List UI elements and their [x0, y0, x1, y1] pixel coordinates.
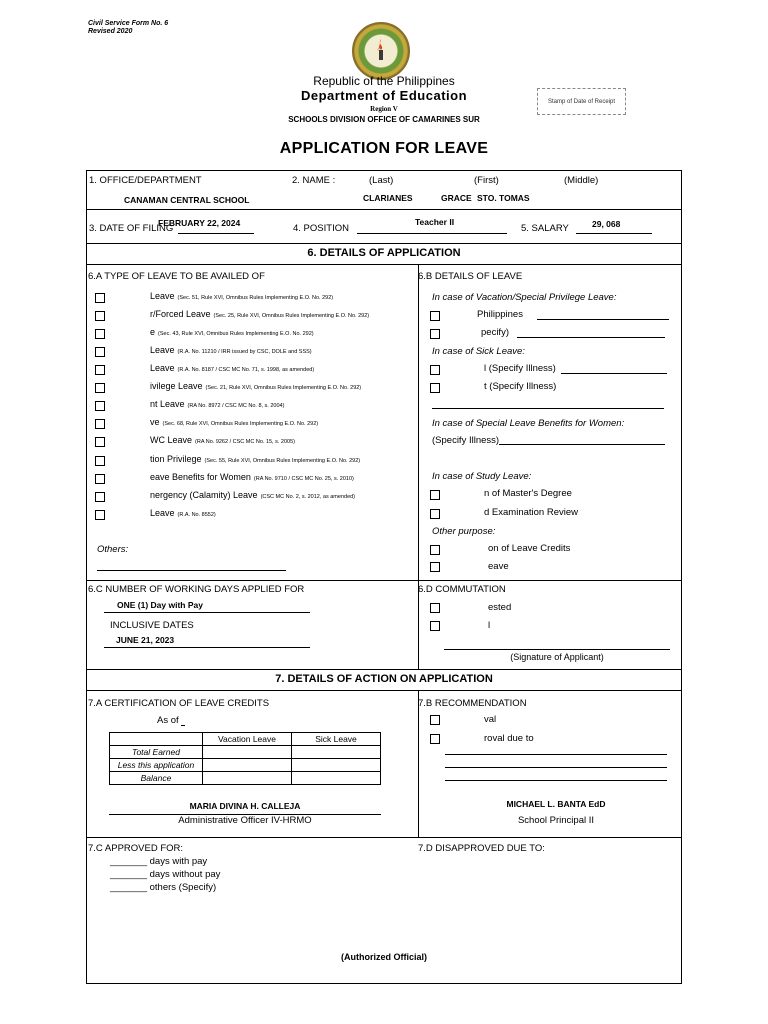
- section-7c-title: 7.C APPROVED FOR:: [88, 843, 184, 854]
- leave-type-reference: (CSC MC No. 2, s. 2012, as amended): [260, 494, 356, 500]
- leave-type-item: [150, 417, 318, 427]
- leave-type-item: [150, 472, 354, 482]
- terminal-leave-label: eave: [488, 561, 509, 572]
- leave-type-label: tion Privilege: [150, 454, 202, 464]
- section-6d-title: 6.D COMMUTATION: [418, 584, 506, 595]
- stamp-receipt-label: Stamp of Date of Receipt: [547, 98, 616, 105]
- within-philippines-label: Philippines: [477, 309, 523, 320]
- leave-type-item: [150, 345, 312, 355]
- monetization-checkbox[interactable]: [430, 545, 440, 555]
- inclusive-dates-label: INCLUSIVE DATES: [110, 620, 194, 631]
- leave-type-item: [150, 490, 355, 500]
- torch-icon: [372, 38, 390, 62]
- sick-heading: In case of Sick Leave:: [432, 346, 525, 357]
- underline: [517, 337, 665, 338]
- leave-type-label: WC Leave: [150, 435, 193, 445]
- office-value[interactable]: CANAMAN CENTRAL SCHOOL: [124, 195, 250, 205]
- underline: [576, 233, 652, 234]
- for-disapproval-label: roval due to: [484, 733, 534, 744]
- salary-value[interactable]: 29, 068: [592, 219, 621, 229]
- leave-type-label: Leave: [150, 291, 175, 301]
- leave-type-label: e: [150, 327, 156, 337]
- leave-type-label: ivilege Leave: [150, 381, 203, 391]
- position-value[interactable]: Teacher II: [415, 217, 455, 227]
- section-6-title: 6. DETAILS OF APPLICATION: [307, 247, 461, 259]
- leave-type-reference: (Sec. 43, Rule XVI, Omnibus Rules Implementing E.O. No. 292): [158, 331, 314, 337]
- form-number: Civil Service Form No. 6: [88, 20, 169, 27]
- divider: [86, 580, 682, 581]
- leave-type-item: [150, 454, 360, 464]
- divider: [86, 264, 682, 265]
- underline: [104, 612, 310, 613]
- filing-date-label: 3. DATE OF FILING: [89, 223, 174, 234]
- leave-type-label: Leave: [150, 363, 175, 373]
- table-cell[interactable]: [203, 759, 292, 772]
- salary-label: 5. SALARY: [521, 223, 569, 234]
- others-label: Others:: [97, 544, 129, 555]
- underline: [537, 319, 669, 320]
- masters-checkbox[interactable]: [430, 490, 440, 500]
- as-of-label: As of: [157, 715, 179, 726]
- reason-line: [445, 754, 667, 755]
- leave-type-reference: (Sec. 51, Rule XVI, Omnibus Rules Implementing E.O. No. 292): [177, 295, 334, 301]
- leave-type-label: Leave: [150, 345, 175, 355]
- leave-type-item: [150, 291, 333, 301]
- leave-type-reference: (Sec. 68, Rule XVI, Omnibus Rules Implementing E.O. No. 292): [162, 421, 319, 427]
- leave-type-reference: (R.A. No. 11210 / IRR issued by CSC, DOLE and SSS): [177, 349, 312, 355]
- sick-leave-header: Sick Leave: [292, 733, 381, 746]
- underline: [178, 233, 254, 234]
- out-patient-label: t (Specify Illness): [484, 381, 557, 392]
- first-name-value[interactable]: GRACE: [441, 193, 472, 203]
- last-name-value[interactable]: CLARIANES: [363, 193, 413, 203]
- form-title: APPLICATION FOR LEAVE: [279, 140, 489, 157]
- section-6b-title: 6.B DETAILS OF LEAVE: [418, 271, 523, 282]
- requested-label: ested: [488, 602, 512, 613]
- section-6c-title: 6.C NUMBER OF WORKING DAYS APPLIED FOR: [88, 584, 305, 595]
- leave-type-checkbox[interactable]: [95, 492, 105, 502]
- middle-name-label: (Middle): [564, 175, 599, 186]
- table-cell[interactable]: [292, 772, 381, 785]
- vacation-leave-header: Vacation Leave: [203, 733, 292, 746]
- leave-type-checkbox[interactable]: [95, 383, 105, 393]
- republic-line: Republic of the Philippines: [313, 74, 455, 88]
- leave-type-reference: (R.A. No. 8187 / CSC MC No. 71, s. 1998, as amended): [177, 367, 315, 373]
- leave-type-label: r/Forced Leave: [150, 309, 211, 319]
- in-hospital-label: l (Specify Illness): [484, 363, 556, 374]
- row-label: Less this application: [110, 759, 203, 772]
- leave-type-checkbox[interactable]: [95, 365, 105, 375]
- women-illness-label: (Specify Illness): [432, 435, 500, 446]
- section-6a-title: 6.A TYPE OF LEAVE TO BE AVAILED OF: [88, 271, 265, 282]
- within-philippines-checkbox[interactable]: [430, 311, 440, 321]
- leave-type-item: [150, 381, 361, 391]
- bar-review-label: d Examination Review: [484, 507, 578, 518]
- leave-type-checkbox[interactable]: [95, 510, 105, 520]
- leave-type-checkbox[interactable]: [95, 347, 105, 357]
- leave-type-label: Leave: [150, 508, 175, 518]
- table-cell[interactable]: [203, 772, 292, 785]
- terminal-leave-checkbox[interactable]: [430, 562, 440, 572]
- abroad-label: pecify): [481, 327, 509, 338]
- leave-type-reference: (Sec. 55, Rule XVI, Omnibus Rules Implementing E.O. No. 292): [204, 458, 361, 464]
- recommender-title: School Principal II: [517, 815, 595, 826]
- leave-type-reference: (Sec. 21, Rule XVI, Omnibus Rules Implementing E.O. No. 292): [205, 385, 362, 391]
- leave-type-item: [150, 508, 216, 518]
- office-label: 1. OFFICE/DEPARTMENT: [89, 175, 202, 186]
- leave-type-reference: (R.A. No. 8552): [177, 512, 216, 518]
- table-cell[interactable]: [292, 759, 381, 772]
- signature-line: [444, 649, 670, 650]
- underline: [432, 408, 664, 409]
- certifier-name: MARIA DIVINA H. CALLEJA: [189, 801, 301, 811]
- for-approval-checkbox[interactable]: [430, 715, 440, 725]
- divider: [86, 690, 682, 691]
- position-label: 4. POSITION: [293, 223, 349, 234]
- bar-review-checkbox[interactable]: [430, 509, 440, 519]
- other-purpose-heading: Other purpose:: [432, 526, 496, 537]
- section-7-title: 7. DETAILS OF ACTION ON APPLICATION: [275, 673, 493, 685]
- table-header-blank: [110, 733, 203, 746]
- divider: [86, 669, 682, 670]
- leave-type-checkbox[interactable]: [95, 456, 105, 466]
- leave-type-label: nt Leave: [150, 399, 185, 409]
- vacation-heading: In case of Vacation/Special Privilege Leave:: [432, 292, 617, 303]
- divider: [86, 209, 682, 210]
- leave-type-item: [150, 327, 314, 337]
- table-row: [110, 772, 381, 785]
- underline: [104, 647, 310, 648]
- leave-type-item: [150, 435, 295, 445]
- leave-type-checkbox[interactable]: [95, 437, 105, 447]
- leave-type-checkbox[interactable]: [95, 293, 105, 303]
- table-row: [110, 746, 381, 759]
- applicant-signature-label: (Signature of Applicant): [510, 652, 604, 662]
- reason-line: [445, 767, 667, 768]
- leave-credits-table: [109, 732, 381, 785]
- leave-type-reference: (RA No. 9710 / CSC MC No. 25, s. 2010): [253, 476, 354, 482]
- leave-type-checkbox[interactable]: [95, 474, 105, 484]
- for-approval-label: val: [484, 714, 497, 725]
- women-heading: In case of Special Leave Benefits for Women:: [432, 418, 625, 429]
- table-cell[interactable]: [292, 746, 381, 759]
- name-label: 2. NAME :: [292, 175, 336, 186]
- study-heading: In case of Study Leave:: [432, 471, 532, 482]
- divider: [86, 837, 682, 838]
- as-of-line: [181, 725, 185, 726]
- leave-type-item: [150, 363, 314, 373]
- last-name-label: (Last): [369, 175, 394, 186]
- masters-label: n of Master's Degree: [484, 488, 572, 499]
- in-hospital-checkbox[interactable]: [430, 365, 440, 375]
- underline: [357, 233, 507, 234]
- region-line: Region V: [370, 105, 398, 113]
- divider: [86, 243, 682, 244]
- middle-name-value[interactable]: STO. TOMAS: [477, 193, 530, 203]
- form-id: [88, 20, 168, 36]
- monetization-label: on of Leave Credits: [488, 543, 571, 554]
- leave-type-checkbox[interactable]: [95, 401, 105, 411]
- row-label: Total Earned: [110, 746, 203, 759]
- inclusive-dates-value[interactable]: JUNE 21, 2023: [116, 635, 175, 645]
- column-divider: [418, 264, 419, 669]
- leave-type-label: ve: [150, 417, 160, 427]
- division-line: SCHOOLS DIVISION OFFICE OF CAMARINES SUR: [288, 115, 480, 124]
- column-divider: [418, 690, 419, 838]
- days-without-pay[interactable]: _______ days without pay: [110, 869, 221, 880]
- stamp-receipt-box: [537, 88, 626, 115]
- underline: [499, 444, 665, 445]
- leave-type-checkbox[interactable]: [95, 329, 105, 339]
- requested-checkbox[interactable]: [430, 603, 440, 613]
- row-label: Balance: [110, 772, 203, 785]
- others-line: [97, 570, 286, 571]
- leave-type-checkbox[interactable]: [95, 419, 105, 429]
- underline: [561, 373, 667, 374]
- table-row: [110, 759, 381, 772]
- out-patient-checkbox[interactable]: [430, 383, 440, 393]
- others-specify[interactable]: _______ others (Specify): [110, 882, 217, 893]
- leave-type-reference: (RA No. 8972 / CSC MC No. 8, s. 2004): [187, 403, 285, 409]
- leave-type-label: eave Benefits for Women: [150, 472, 251, 482]
- not-requested-checkbox[interactable]: [430, 621, 440, 631]
- working-days-value[interactable]: ONE (1) Day with Pay: [117, 600, 203, 610]
- for-disapproval-checkbox[interactable]: [430, 734, 440, 744]
- certifier-title: Administrative Officer IV-HRMO: [178, 815, 312, 826]
- leave-type-checkbox[interactable]: [95, 311, 105, 321]
- leave-type-reference: (RA No. 9262 / CSC MC No. 15, s. 2005): [195, 439, 295, 445]
- not-requested-label: l: [488, 620, 491, 631]
- leave-type-item: [150, 399, 284, 409]
- leave-type-label: nergency (Calamity) Leave: [150, 490, 258, 500]
- abroad-checkbox[interactable]: [430, 329, 440, 339]
- filing-date-value[interactable]: FEBRUARY 22, 2024: [158, 218, 241, 228]
- table-cell[interactable]: [203, 746, 292, 759]
- section-7a-title: 7.A CERTIFICATION OF LEAVE CREDITS: [88, 698, 270, 709]
- table-header-row: [110, 733, 381, 746]
- leave-type-item: [150, 309, 369, 319]
- first-name-label: (First): [474, 175, 499, 186]
- reason-line: [445, 780, 667, 781]
- department-line: Department of Education: [300, 88, 468, 103]
- authorized-official-label: (Authorized Official): [341, 952, 427, 962]
- deped-seal-logo: [352, 22, 410, 80]
- leave-type-reference: (Sec. 25, Rule XVI, Omnibus Rules Implementing E.O. No. 292): [213, 313, 370, 319]
- section-7d-title: 7.D DISAPPROVED DUE TO:: [418, 843, 545, 854]
- section-7b-title: 7.B RECOMMENDATION: [418, 698, 527, 709]
- form-revision: Revised 2020: [88, 28, 133, 35]
- recommender-name: MICHAEL L. BANTA EdD: [506, 799, 606, 809]
- days-with-pay[interactable]: _______ days with pay: [110, 856, 208, 867]
